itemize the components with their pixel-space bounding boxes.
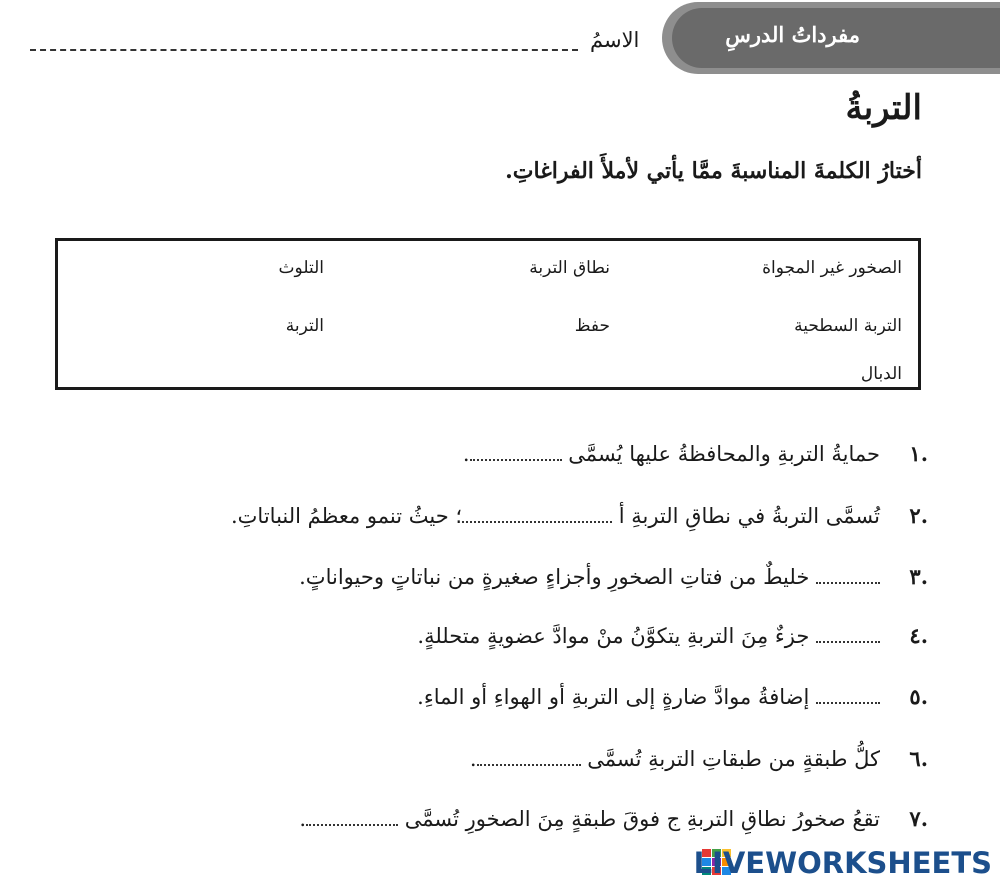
question-number: .٣: [909, 563, 928, 589]
question-7: .٧تقعُ صخورُ نطاقِ التربةِ ج فوقَ طبقةٍ مِنَ الصخورِ تُسمَّى .: [299, 805, 928, 831]
question-text: كلُّ طبقةٍ من طبقاتِ التربةِ تُسمَّى: [587, 746, 880, 771]
question-number: .٤: [909, 622, 928, 648]
name-label: الاسمُ: [590, 28, 640, 52]
word-bank-item: حفظ: [574, 316, 610, 336]
answer-blank[interactable]: [816, 622, 880, 643]
question-2: .٢تُسمَّى التربةُ في نطاقِ التربةِ أ ؛ حيثُ تنمو معظمُ النباتاتِ.: [230, 502, 928, 528]
instruction: أختارُ الكلمةَ المناسبةَ ممَّا يأتي لأملأَ الفراغاتِ.: [505, 158, 922, 184]
lesson-vocabulary-label: مفرداتُ الدرسِ: [725, 22, 860, 47]
question-number: .٦: [909, 745, 928, 771]
question-1: .١حمايةُ التربةِ والمحافظةُ عليها يُسمَّى .: [462, 440, 928, 466]
question-number: .٥: [909, 683, 928, 709]
answer-blank[interactable]: [462, 502, 612, 523]
answer-blank[interactable]: [816, 683, 880, 704]
question-text: جزءٌ مِنَ التربةِ يتكوَّنُ منْ موادَّ عضويةٍ متحللةٍ.: [417, 623, 810, 648]
answer-blank[interactable]: [477, 745, 581, 766]
word-bank-item: التربة السطحية: [794, 316, 902, 336]
name-input-line[interactable]: [30, 49, 578, 51]
question-text: تُسمَّى التربةُ في نطاقِ التربةِ أ: [618, 503, 880, 528]
word-bank-item: التلوث: [278, 258, 324, 278]
question-text: خليطٌ من فتاتِ الصخورِ وأجزاءٍ صغيرةٍ من نباتاتٍ وحيواناتٍ.: [299, 564, 810, 589]
question-3: [299, 563, 928, 589]
question-number: .١: [909, 440, 928, 466]
word-bank-item: التربة: [285, 316, 324, 336]
question-text: تقعُ صخورُ نطاقِ التربةِ ج فوقَ طبقةٍ مِنَ الصخورِ تُسمَّى: [404, 806, 880, 831]
question-4: [417, 622, 928, 648]
word-bank-item: نطاق التربة: [529, 258, 610, 278]
answer-blank[interactable]: [306, 805, 398, 826]
question-text: حمايةُ التربةِ والمحافظةُ عليها يُسمَّى: [568, 441, 880, 466]
answer-blank[interactable]: [470, 440, 562, 461]
brand-wordmark: LIVEWORKSHEETS: [693, 846, 992, 880]
question-6: .٦كلُّ طبقةٍ من طبقاتِ التربةِ تُسمَّى .: [469, 745, 928, 771]
page-title: التربةُ: [845, 88, 922, 128]
word-bank-item: الدبال: [860, 364, 902, 384]
question-number: .٢: [909, 502, 928, 528]
word-bank-item: الصخور غير المجواة: [762, 258, 902, 278]
question-number: .٧: [909, 805, 928, 831]
answer-blank[interactable]: [816, 563, 880, 584]
question-5: [417, 683, 928, 709]
question-text: إضافةُ موادَّ ضارةٍ إلى التربةِ أو الهواءِ أو الماءِ.: [417, 684, 810, 709]
